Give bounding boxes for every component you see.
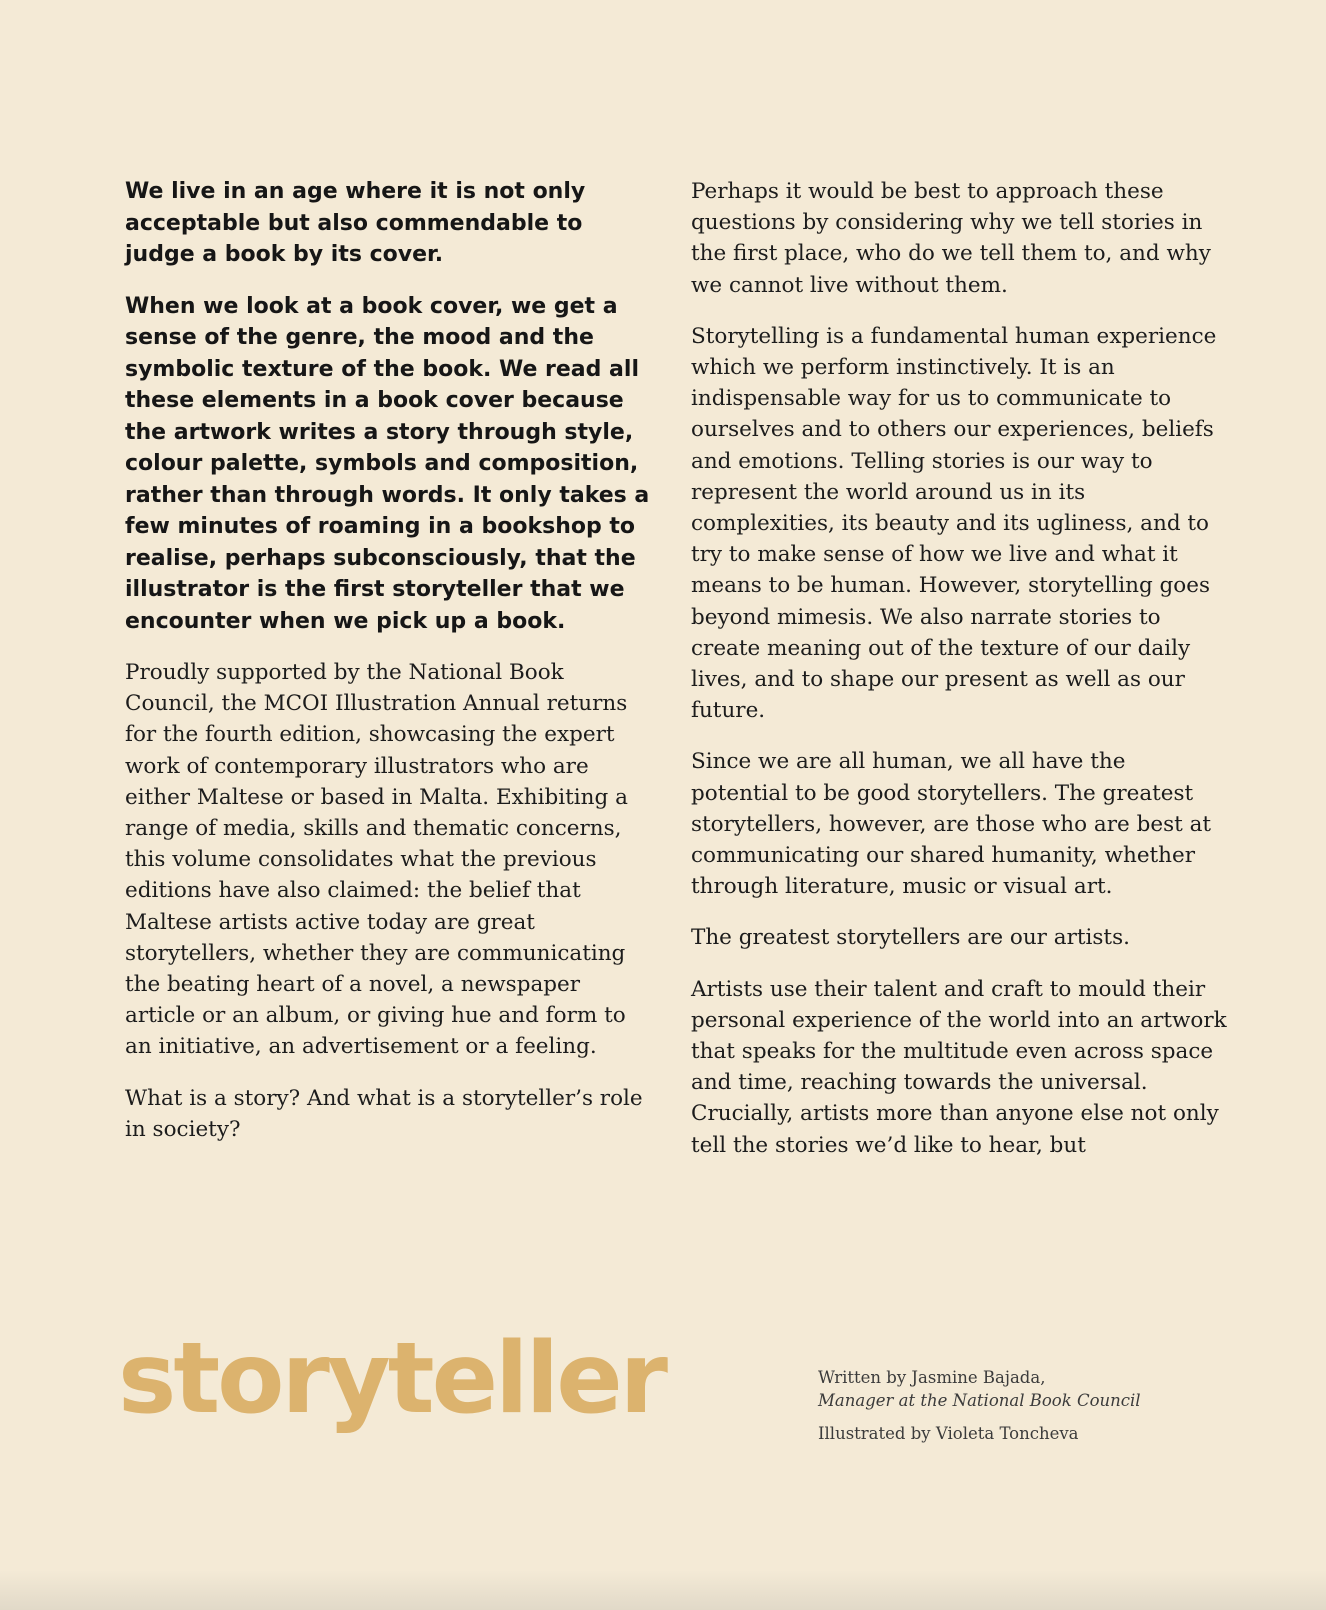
illustrator-credit: Illustrated by Violeta Toncheva bbox=[818, 1424, 1079, 1443]
writer-role: Manager at the National Book Council bbox=[818, 1391, 1141, 1410]
body-paragraph: Since we are all human, we all have the potential to be good storytellers. The greatest storytellers, however, are those who are best at communicating our shared humanity, whether through literature, music or visual art. bbox=[691, 749, 1212, 900]
writer-credit: Written by Jasmine Bajada, bbox=[818, 1368, 1046, 1387]
page-title: storyteller bbox=[118, 1322, 666, 1436]
body-paragraph: Storytelling is a fundamental human experience which we perform instinctively. It is an indispensable way for us to communicate to ourselves and to others our experiences, beliefs and emotions. Telling stories is our way to represent the world around us in its complexities, its beauty and its ugliness, and to try to make sense of how we live and what it means to be human. However, storytelling goes beyond mimesis. We also narrate stories to create meaning out of the texture of our daily lives, and to shape our present as well as our future. bbox=[691, 323, 1217, 724]
right-column bbox=[691, 176, 1227, 1181]
left-column bbox=[125, 176, 653, 1165]
body-paragraph: What is a story? And what is a storyteller’s role in society? bbox=[125, 1085, 643, 1142]
credits-block bbox=[818, 1366, 1141, 1445]
lead-paragraph-2: When we look at a book cover, we get a sense of the genre, the mood and the symbolic texture of the book. We read all these elements in a book cover because the artwork writes a story through style, colour palette, symbols and composition, rather than through words. It only takes a few minutes of roaming in a bookshop to realise, perhaps subconsciously, that the illustrator is the first storyteller that we encounter when we pick up a book. bbox=[125, 293, 650, 634]
body-paragraph: The greatest storytellers are our artists. bbox=[691, 925, 1130, 951]
body-paragraph: Proudly supported by the National Book Council, the MCOI Illustration Annual returns for the fourth edition, showcasing the expert work of contemporary illustrators who are either Maltese or based in Malta. Exhibiting a range of media, skills and thematic concerns, this volume consolidates what the previous editions have also claimed: the belief that Maltese artists active today are great storytellers, whether they are communicating the beating heart of a novel, a newspaper article or an album, or giving hue and form to an initiative, an advertisement or a feeling. bbox=[125, 660, 628, 1060]
body-paragraph: Perhaps it would be best to approach these questions by considering why we tell stories in the first place, who do we tell them to, and why we cannot live without them. bbox=[691, 179, 1211, 298]
page-bottom-shade bbox=[0, 1570, 1326, 1610]
lead-paragraph-1: We live in an age where it is not only acceptable but also commendable to judge a book by its cover. bbox=[125, 179, 586, 267]
body-paragraph: Artists use their talent and craft to mould their personal experience of the world into an artwork that speaks for the multitude even across space and time, reaching towards the universal. Crucially, artists more than anyone else not only tell the stories we’d like to hear, but bbox=[691, 976, 1227, 1158]
